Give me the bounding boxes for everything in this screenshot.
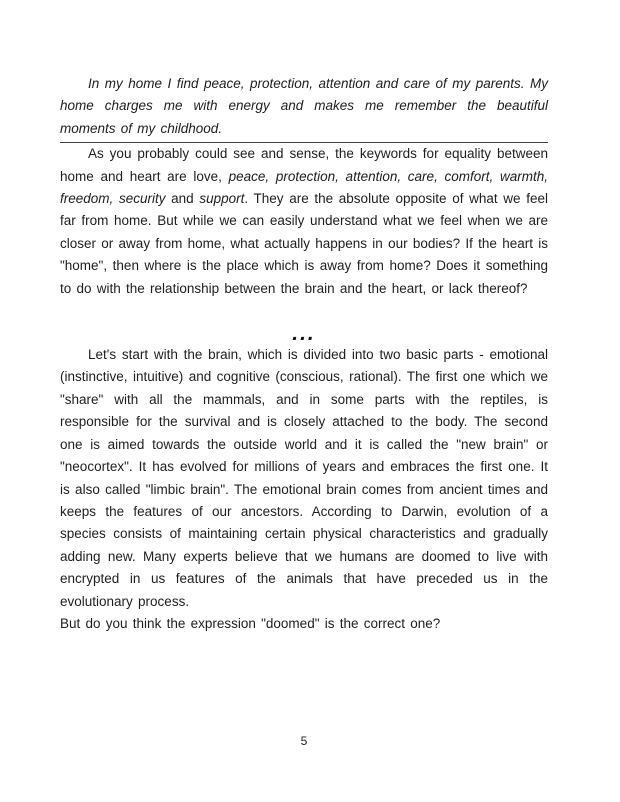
emphasized-text: support <box>199 191 245 207</box>
closing-question: But do you think the expression "doomed" is the correct one? <box>60 615 441 631</box>
opening-quote: In my home I find peace, protection, attention and care of my parents. My home charges me with energy and makes me remember the beautiful moments of my childhood. <box>60 73 548 143</box>
section-separator: ... <box>292 322 316 346</box>
body-text: As you probably could see and sense, the keywords for equality between home and heart are love, <box>60 146 548 184</box>
body-text: . They are the absolute opposite of what we feel far from home. But while we can easily understand what we feel when we are closer or away from home, what actually happens in our bodies? If the heart is "home", then where is the place which is away from home? Does it something to do with the relationship between the brain and the heart, or lack thereof? <box>60 191 548 296</box>
page-number: 5 <box>300 734 308 748</box>
paragraph-brain: Let's start with the brain, which is divided into two basic parts - emotional (instinctive, intuitive) and cognitive (conscious, rational). The first one which we "share" with all the mammals, and in some parts with the reptiles, is responsible for the survival and is closely attached to the body. The second one is aimed towards the outside world and it is called the "new brain" or "neocortex". It has evolved for millions of years and embraces the first one. It is also called "limbic brain". The emotional brain comes from ancient times and keeps the features of our ancestors. According to Darwin, evolution of a species consists of maintaining certain physical characteristics and gradually adding new. Many experts believe that we humans are doomed to live with encrypted in us features of the animals that have preceded us in the evolutionary process. <box>60 347 548 609</box>
page-content <box>60 0 548 635</box>
paragraph-keywords <box>60 143 548 300</box>
body-text: and <box>165 191 200 207</box>
emphasized-text: peace, protection, attention, care, comfort, warmth, freedom, security <box>60 168 548 207</box>
